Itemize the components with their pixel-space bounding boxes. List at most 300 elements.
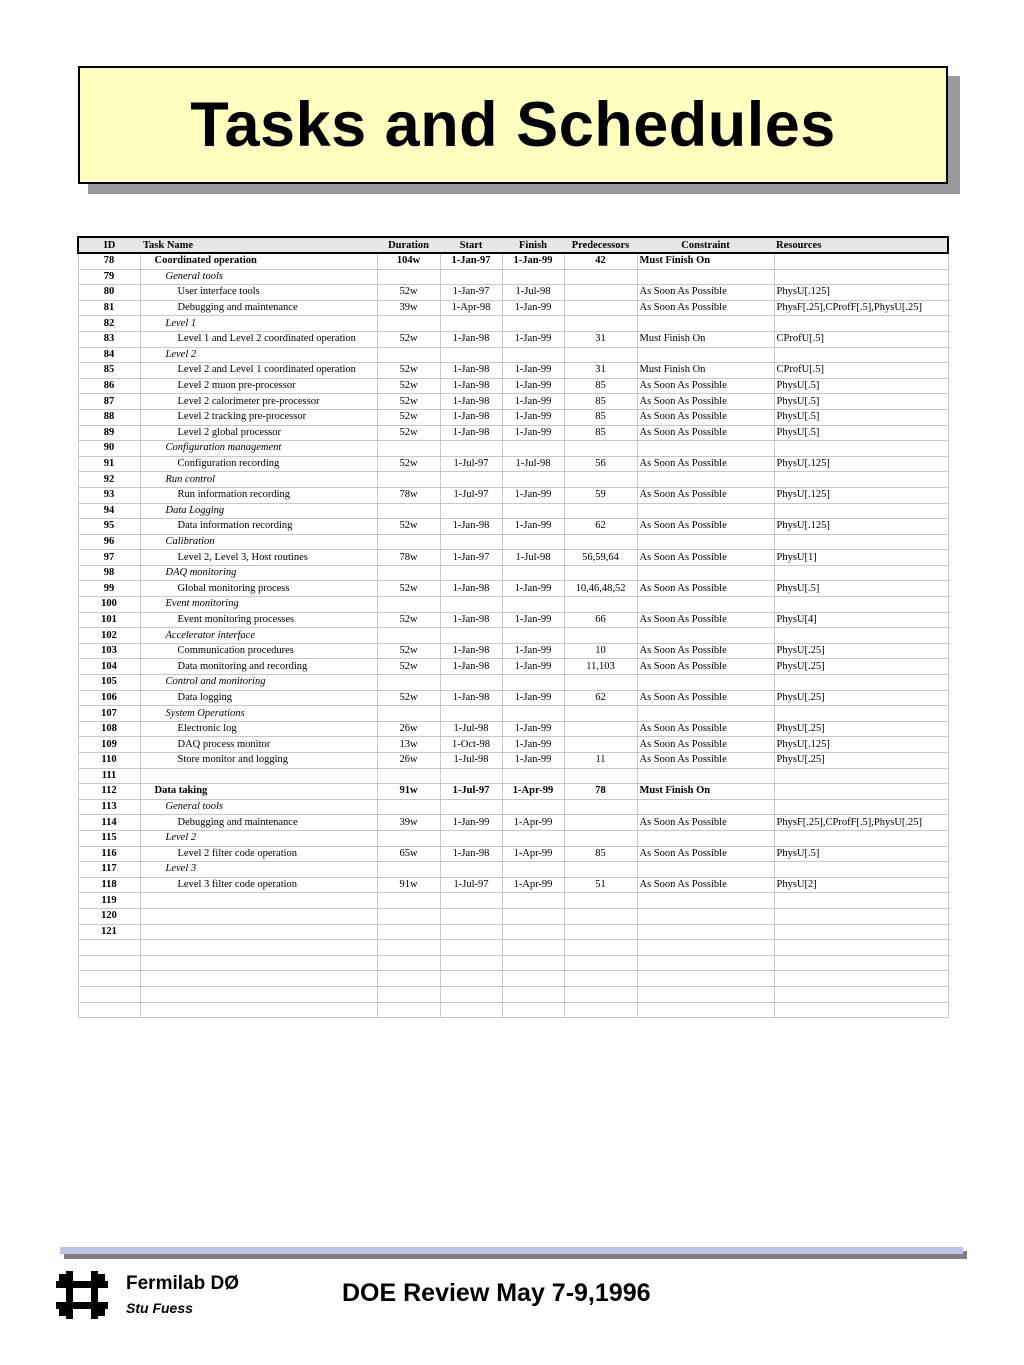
task-start: 1-Jan-99 [440, 815, 502, 831]
table-row [78, 877, 948, 893]
task-constraint [637, 1002, 774, 1018]
task-duration: 52w [377, 331, 440, 347]
task-finish [502, 565, 564, 581]
task-predecessors: 56,59,64 [564, 550, 637, 566]
task-name: Data information recording [140, 519, 377, 535]
task-finish: 1-Jan-99 [502, 690, 564, 706]
table-row [78, 986, 948, 1002]
task-constraint [637, 628, 774, 644]
table-row [78, 784, 948, 800]
task-constraint [637, 347, 774, 363]
task-resources: PhysU[1] [774, 550, 948, 566]
task-constraint: Must Finish On [637, 784, 774, 800]
task-constraint: As Soon As Possible [637, 659, 774, 675]
task-id: 85 [78, 363, 140, 379]
task-name: Store monitor and logging [140, 753, 377, 769]
task-resources [774, 253, 948, 269]
task-finish [502, 768, 564, 784]
task-resources [774, 316, 948, 332]
task-predecessors [564, 955, 637, 971]
task-finish: 1-Jan-99 [502, 721, 564, 737]
task-predecessors [564, 441, 637, 457]
task-finish [502, 908, 564, 924]
task-start [440, 862, 502, 878]
task-predecessors: 85 [564, 378, 637, 394]
task-finish: 1-Jul-98 [502, 456, 564, 472]
task-id: 121 [78, 924, 140, 940]
task-predecessors [564, 565, 637, 581]
task-predecessors [564, 971, 637, 987]
task-start [440, 940, 502, 956]
task-duration: 78w [377, 487, 440, 503]
task-predecessors [564, 924, 637, 940]
task-predecessors [564, 721, 637, 737]
task-name: Event monitoring [140, 597, 377, 613]
task-predecessors: 11,103 [564, 659, 637, 675]
table-row [78, 815, 948, 831]
task-id: 115 [78, 830, 140, 846]
task-constraint [637, 534, 774, 550]
task-start [440, 986, 502, 1002]
task-finish [502, 534, 564, 550]
task-constraint [637, 441, 774, 457]
task-duration: 52w [377, 612, 440, 628]
table-row [78, 862, 948, 878]
task-id: 79 [78, 269, 140, 285]
task-predecessors: 85 [564, 394, 637, 410]
task-predecessors: 31 [564, 331, 637, 347]
task-resources [774, 971, 948, 987]
task-id: 86 [78, 378, 140, 394]
task-id: 105 [78, 675, 140, 691]
task-duration: 52w [377, 690, 440, 706]
table-row [78, 363, 948, 379]
task-predecessors [564, 706, 637, 722]
task-duration [377, 269, 440, 285]
task-start [440, 908, 502, 924]
task-name: Level 2 [140, 347, 377, 363]
task-resources: PhysU[.5] [774, 409, 948, 425]
task-predecessors: 59 [564, 487, 637, 503]
task-id: 103 [78, 643, 140, 659]
task-start: 1-Jan-97 [440, 550, 502, 566]
task-start [440, 768, 502, 784]
task-resources [774, 472, 948, 488]
task-name [140, 924, 377, 940]
task-duration: 52w [377, 394, 440, 410]
task-duration [377, 316, 440, 332]
task-resources [774, 706, 948, 722]
table-row [78, 269, 948, 285]
table-row [78, 721, 948, 737]
task-constraint [637, 799, 774, 815]
task-duration: 52w [377, 409, 440, 425]
task-duration: 52w [377, 643, 440, 659]
task-start [440, 597, 502, 613]
table-row [78, 846, 948, 862]
task-finish: 1-Jan-99 [502, 331, 564, 347]
task-duration [377, 830, 440, 846]
task-constraint: As Soon As Possible [637, 612, 774, 628]
task-name: Coordinated operation [140, 253, 377, 269]
task-duration: 52w [377, 519, 440, 535]
task-finish: 1-Jan-99 [502, 394, 564, 410]
task-finish [502, 1002, 564, 1018]
task-constraint: As Soon As Possible [637, 519, 774, 535]
task-predecessors: 56 [564, 456, 637, 472]
task-finish: 1-Jan-99 [502, 378, 564, 394]
table-row [78, 830, 948, 846]
task-duration: 39w [377, 300, 440, 316]
task-resources: CProfU[.5] [774, 331, 948, 347]
header-constraint: Constraint [637, 237, 774, 253]
table-row [78, 753, 948, 769]
task-duration [377, 862, 440, 878]
task-id: 110 [78, 753, 140, 769]
header-finish: Finish [502, 237, 564, 253]
task-predecessors [564, 768, 637, 784]
task-finish [502, 799, 564, 815]
task-id: 87 [78, 394, 140, 410]
task-finish: 1-Jan-99 [502, 300, 564, 316]
table-row [78, 612, 948, 628]
header-id: ID [78, 237, 140, 253]
task-resources [774, 893, 948, 909]
task-finish [502, 441, 564, 457]
header-task-name: Task Name [140, 237, 377, 253]
task-resources [774, 830, 948, 846]
task-constraint [637, 768, 774, 784]
task-finish: 1-Jul-98 [502, 285, 564, 301]
header-predecessors: Predecessors [564, 237, 637, 253]
task-constraint [637, 472, 774, 488]
task-duration [377, 628, 440, 644]
task-predecessors [564, 503, 637, 519]
task-predecessors [564, 472, 637, 488]
task-finish [502, 503, 564, 519]
task-name: DAQ process monitor [140, 737, 377, 753]
task-predecessors: 66 [564, 612, 637, 628]
task-duration: 65w [377, 846, 440, 862]
task-resources: PhysF[.25],CProfF[.5],PhysU[.25] [774, 815, 948, 831]
task-constraint [637, 830, 774, 846]
task-predecessors: 85 [564, 425, 637, 441]
task-name: Level 2 tracking pre-processor [140, 409, 377, 425]
task-id: 97 [78, 550, 140, 566]
task-duration [377, 706, 440, 722]
task-duration: 13w [377, 737, 440, 753]
task-name: Level 2 global processor [140, 425, 377, 441]
task-finish: 1-Jan-99 [502, 519, 564, 535]
task-finish: 1-Jan-99 [502, 659, 564, 675]
task-finish: 1-Apr-99 [502, 815, 564, 831]
task-duration [377, 940, 440, 956]
task-start: 1-Jul-98 [440, 753, 502, 769]
task-constraint [637, 565, 774, 581]
task-predecessors: 31 [564, 363, 637, 379]
task-predecessors: 42 [564, 253, 637, 269]
task-predecessors [564, 675, 637, 691]
task-resources [774, 565, 948, 581]
task-resources: PhysU[.5] [774, 846, 948, 862]
header-resources: Resources [774, 237, 948, 253]
task-start [440, 628, 502, 644]
task-predecessors: 62 [564, 690, 637, 706]
task-id: 82 [78, 316, 140, 332]
task-resources: PhysU[.25] [774, 659, 948, 675]
task-resources: PhysF[.25],CProfF[.5],PhysU[.25] [774, 300, 948, 316]
task-finish [502, 971, 564, 987]
table-row [78, 519, 948, 535]
task-name: Data logging [140, 690, 377, 706]
task-name: Level 2 filter code operation [140, 846, 377, 862]
task-resources: PhysU[.25] [774, 690, 948, 706]
task-predecessors: 10,46,48,52 [564, 581, 637, 597]
task-start: 1-Jan-98 [440, 409, 502, 425]
task-resources [774, 597, 948, 613]
table-row [78, 940, 948, 956]
task-start: 1-Jul-97 [440, 487, 502, 503]
task-constraint [637, 675, 774, 691]
task-predecessors: 85 [564, 846, 637, 862]
task-resources: PhysU[.5] [774, 425, 948, 441]
task-constraint [637, 597, 774, 613]
task-resources: PhysU[4] [774, 612, 948, 628]
task-finish [502, 955, 564, 971]
task-constraint [637, 503, 774, 519]
task-name: Control and monitoring [140, 675, 377, 691]
task-constraint: As Soon As Possible [637, 550, 774, 566]
task-predecessors [564, 269, 637, 285]
task-duration [377, 799, 440, 815]
table-row [78, 581, 948, 597]
task-duration: 78w [377, 550, 440, 566]
task-start: 1-Jul-98 [440, 721, 502, 737]
task-start: 1-Jan-98 [440, 363, 502, 379]
task-predecessors [564, 986, 637, 1002]
task-constraint: As Soon As Possible [637, 378, 774, 394]
task-finish [502, 316, 564, 332]
task-name [140, 940, 377, 956]
task-finish: 1-Apr-99 [502, 846, 564, 862]
task-duration: 52w [377, 285, 440, 301]
task-predecessors [564, 862, 637, 878]
task-predecessors [564, 893, 637, 909]
task-start [440, 269, 502, 285]
task-predecessors: 10 [564, 643, 637, 659]
table-row [78, 643, 948, 659]
task-predecessors: 51 [564, 877, 637, 893]
footer-divider [60, 1247, 963, 1254]
task-start [440, 675, 502, 691]
task-finish [502, 940, 564, 956]
task-predecessors: 62 [564, 519, 637, 535]
task-start: 1-Jul-97 [440, 877, 502, 893]
task-constraint [637, 940, 774, 956]
task-start [440, 955, 502, 971]
task-id: 102 [78, 628, 140, 644]
task-id: 88 [78, 409, 140, 425]
task-finish: 1-Jan-99 [502, 643, 564, 659]
task-constraint [637, 971, 774, 987]
task-finish [502, 347, 564, 363]
table-row [78, 441, 948, 457]
task-id: 93 [78, 487, 140, 503]
table-row [78, 534, 948, 550]
task-id: 78 [78, 253, 140, 269]
task-id: 83 [78, 331, 140, 347]
task-finish [502, 675, 564, 691]
organization-name: Fermilab DØ [126, 1273, 239, 1294]
task-name [140, 908, 377, 924]
task-name: Configuration recording [140, 456, 377, 472]
task-constraint: As Soon As Possible [637, 425, 774, 441]
task-resources: PhysU[.125] [774, 285, 948, 301]
task-duration [377, 675, 440, 691]
task-finish: 1-Jan-99 [502, 487, 564, 503]
table-row [78, 659, 948, 675]
table-row [78, 1002, 948, 1018]
task-name [140, 955, 377, 971]
task-finish [502, 830, 564, 846]
task-resources [774, 924, 948, 940]
task-finish [502, 597, 564, 613]
task-name: Level 3 [140, 862, 377, 878]
task-constraint: As Soon As Possible [637, 394, 774, 410]
task-resources [774, 503, 948, 519]
task-resources [774, 799, 948, 815]
task-name: Level 2 [140, 830, 377, 846]
task-resources: PhysU[.125] [774, 487, 948, 503]
table-row [78, 487, 948, 503]
task-name: Data Logging [140, 503, 377, 519]
task-resources: PhysU[.25] [774, 643, 948, 659]
task-start [440, 1002, 502, 1018]
task-constraint: As Soon As Possible [637, 581, 774, 597]
task-constraint: As Soon As Possible [637, 456, 774, 472]
task-finish [502, 269, 564, 285]
table-row [78, 799, 948, 815]
task-start: 1-Jan-98 [440, 581, 502, 597]
task-finish [502, 986, 564, 1002]
task-finish [502, 893, 564, 909]
task-predecessors [564, 597, 637, 613]
task-start: 1-Jul-97 [440, 456, 502, 472]
task-start [440, 565, 502, 581]
task-name: System Operations [140, 706, 377, 722]
table-row [78, 409, 948, 425]
table-row [78, 503, 948, 519]
task-finish: 1-Jan-99 [502, 409, 564, 425]
table-row [78, 425, 948, 441]
task-finish [502, 472, 564, 488]
task-id: 89 [78, 425, 140, 441]
task-id: 120 [78, 908, 140, 924]
task-duration [377, 565, 440, 581]
task-resources: PhysU[.125] [774, 737, 948, 753]
table-row [78, 924, 948, 940]
task-id: 98 [78, 565, 140, 581]
task-id: 92 [78, 472, 140, 488]
task-resources [774, 269, 948, 285]
table-row [78, 768, 948, 784]
task-constraint: As Soon As Possible [637, 815, 774, 831]
task-id: 84 [78, 347, 140, 363]
task-constraint [637, 862, 774, 878]
task-name: General tools [140, 269, 377, 285]
task-start: 1-Jan-97 [440, 285, 502, 301]
task-start: 1-Jan-98 [440, 846, 502, 862]
task-duration [377, 924, 440, 940]
task-name: Communication procedures [140, 643, 377, 659]
task-name: Debugging and maintenance [140, 815, 377, 831]
table-row [78, 893, 948, 909]
table-row [78, 597, 948, 613]
task-name: Electronic log [140, 721, 377, 737]
task-resources: PhysU[.5] [774, 378, 948, 394]
schedule-table [77, 236, 949, 1018]
task-duration [377, 534, 440, 550]
task-start: 1-Jan-98 [440, 643, 502, 659]
task-finish: 1-Jul-98 [502, 550, 564, 566]
task-start [440, 441, 502, 457]
task-id: 96 [78, 534, 140, 550]
task-predecessors [564, 737, 637, 753]
task-start [440, 893, 502, 909]
task-id: 119 [78, 893, 140, 909]
task-id: 91 [78, 456, 140, 472]
task-predecessors [564, 347, 637, 363]
task-resources: PhysU[.125] [774, 519, 948, 535]
task-duration: 91w [377, 877, 440, 893]
task-name: Run information recording [140, 487, 377, 503]
task-start: 1-Apr-98 [440, 300, 502, 316]
task-duration: 39w [377, 815, 440, 831]
task-predecessors [564, 830, 637, 846]
task-resources: PhysU[.5] [774, 581, 948, 597]
task-start: 1-Jan-98 [440, 394, 502, 410]
table-body [78, 253, 948, 1018]
task-id: 113 [78, 799, 140, 815]
task-id: 94 [78, 503, 140, 519]
task-predecessors [564, 285, 637, 301]
task-resources: PhysU[.25] [774, 721, 948, 737]
task-id [78, 1002, 140, 1018]
task-constraint [637, 908, 774, 924]
task-name [140, 768, 377, 784]
task-id: 101 [78, 612, 140, 628]
page-title: Tasks and Schedules [190, 90, 836, 160]
task-finish [502, 862, 564, 878]
table-row [78, 394, 948, 410]
task-id [78, 986, 140, 1002]
table-row [78, 378, 948, 394]
task-name: Run control [140, 472, 377, 488]
table-row [78, 300, 948, 316]
task-name: Level 1 [140, 316, 377, 332]
task-start [440, 971, 502, 987]
task-constraint [637, 706, 774, 722]
table-row [78, 955, 948, 971]
task-duration [377, 908, 440, 924]
task-duration [377, 1002, 440, 1018]
task-start: 1-Jan-98 [440, 331, 502, 347]
task-constraint [637, 893, 774, 909]
task-duration [377, 893, 440, 909]
task-constraint: As Soon As Possible [637, 846, 774, 862]
task-id: 104 [78, 659, 140, 675]
task-start [440, 316, 502, 332]
